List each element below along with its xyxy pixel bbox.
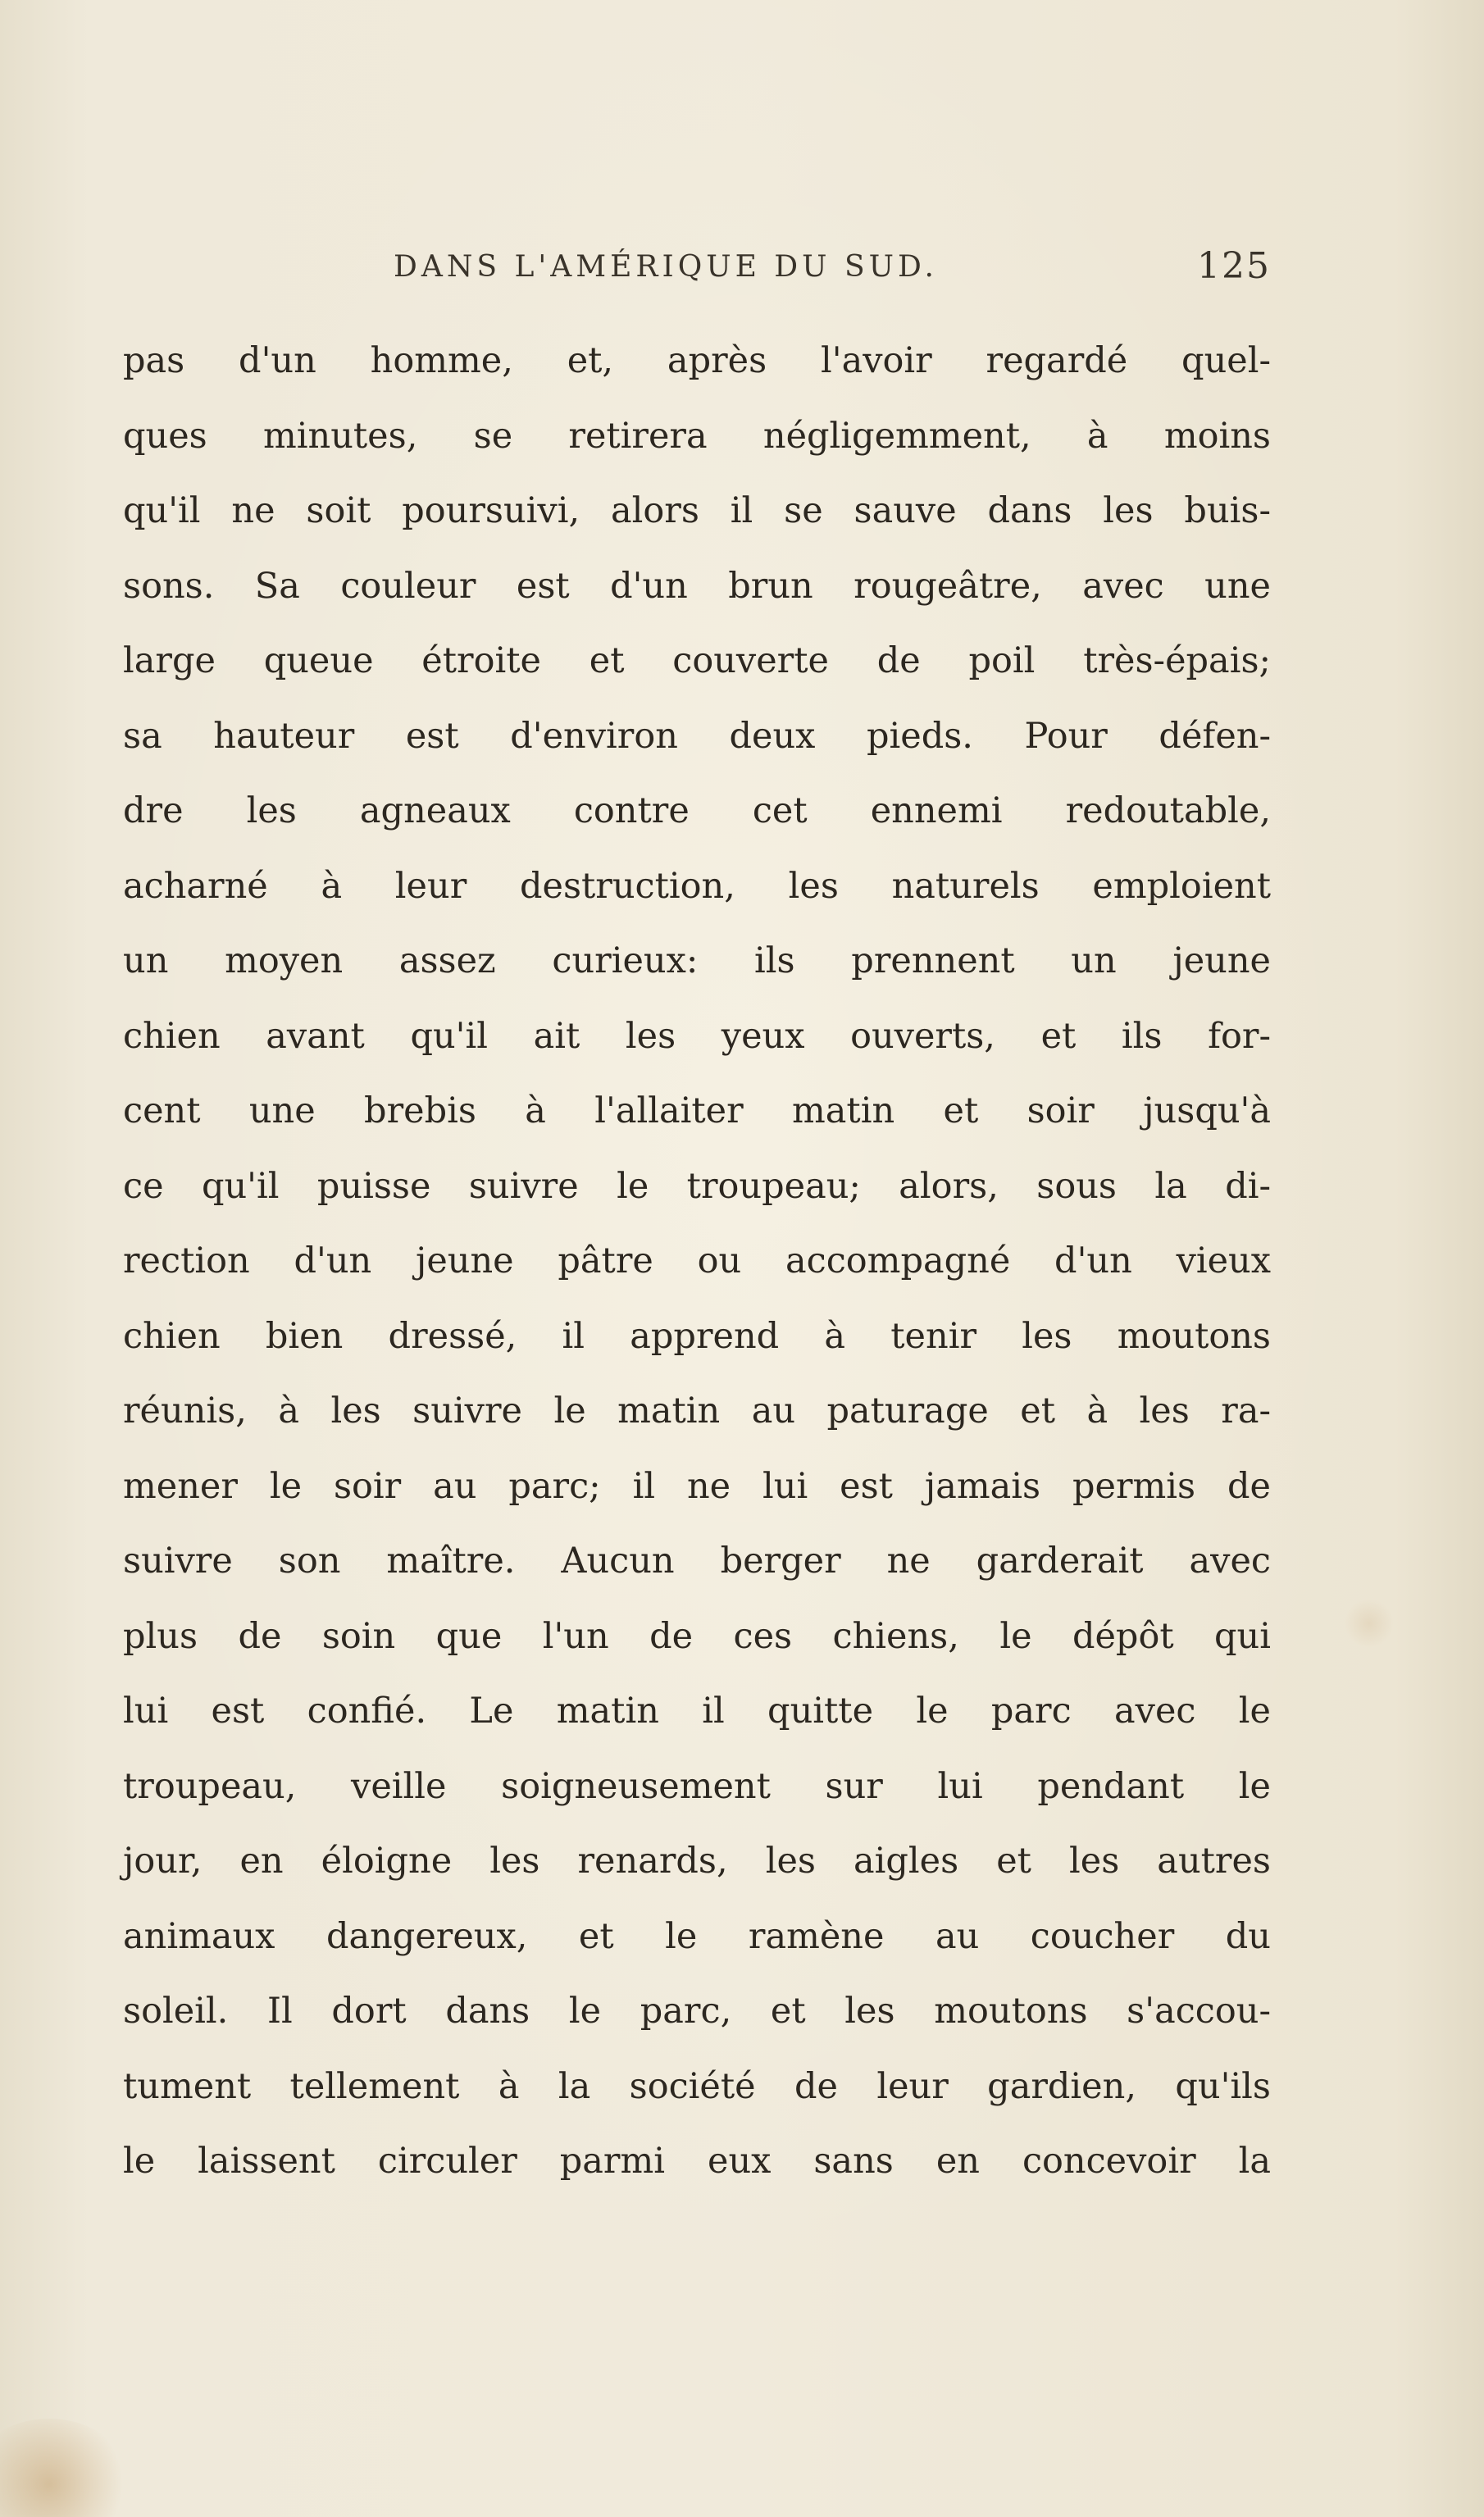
text-line: mener le soir au parc; il ne lui est jamais permis de xyxy=(123,1465,1271,1507)
text-line: qu'il ne soit poursuivi, alors il se sauve dans les buis- xyxy=(123,490,1271,531)
text-line: cent une brebis à l'allaiter matin et soir jusqu'à xyxy=(123,1090,1271,1131)
text-line: jour, en éloigne les renards, les aigles et les autres xyxy=(123,1841,1271,1882)
text-line: rection d'un jeune pâtre ou accompagné d'un vieux xyxy=(123,1240,1271,1281)
text-line: large queue étroite et couverte de poil très-épais; xyxy=(123,640,1271,681)
page-number: 125 xyxy=(1197,245,1271,287)
text-line: soleil. Il dort dans le parc, et les moutons s'accou- xyxy=(123,1991,1271,2032)
text-line: chien avant qu'il ait les yeux ouverts, et ils for- xyxy=(123,1015,1271,1057)
text-line: un moyen assez curieux: ils prennent un jeune xyxy=(123,940,1271,981)
text-line: sons. Sa couleur est d'un brun rougeâtre, avec une xyxy=(123,565,1271,607)
text-line: dre les agneaux contre cet ennemi redoutable, xyxy=(123,790,1271,831)
paper-stain xyxy=(0,2419,131,2517)
text-line: animaux dangereux, et le ramène au coucher du xyxy=(123,1915,1271,1957)
text-line: pas d'un homme, et, après l'avoir regardé quel- xyxy=(123,340,1271,381)
text-line: tument tellement à la société de leur gardien, qu'ils xyxy=(123,2065,1271,2107)
text-line: lui est confié. Le matin il quitte le parc avec le xyxy=(123,1691,1271,1732)
text-line: le laissent circuler parmi eux sans en concevoir la xyxy=(123,2141,1271,2182)
text-line: ce qu'il puisse suivre le troupeau; alors, sous la di- xyxy=(123,1165,1271,1207)
body-text xyxy=(123,324,1271,2200)
text-line: réunis, à les suivre le matin au paturage et à les ra- xyxy=(123,1390,1271,1431)
paper-stain xyxy=(1345,1599,1394,1648)
running-head: DANS L'AMÉRIQUE DU SUD. xyxy=(394,250,938,284)
text-line: troupeau, veille soigneusement sur lui pendant le xyxy=(123,1765,1271,1807)
text-line: chien bien dressé, il apprend à tenir les moutons xyxy=(123,1315,1271,1357)
text-line: ques minutes, se retirera négligemment, à moins xyxy=(123,415,1271,457)
text-line: sa hauteur est d'environ deux pieds. Pour défen- xyxy=(123,715,1271,757)
text-line: acharné à leur destruction, les naturels emploient xyxy=(123,865,1271,907)
text-line: plus de soin que l'un de ces chiens, le dépôt qui xyxy=(123,1615,1271,1657)
page-header xyxy=(123,245,1271,299)
text-line: suivre son maître. Aucun berger ne garderait avec xyxy=(123,1541,1271,1582)
